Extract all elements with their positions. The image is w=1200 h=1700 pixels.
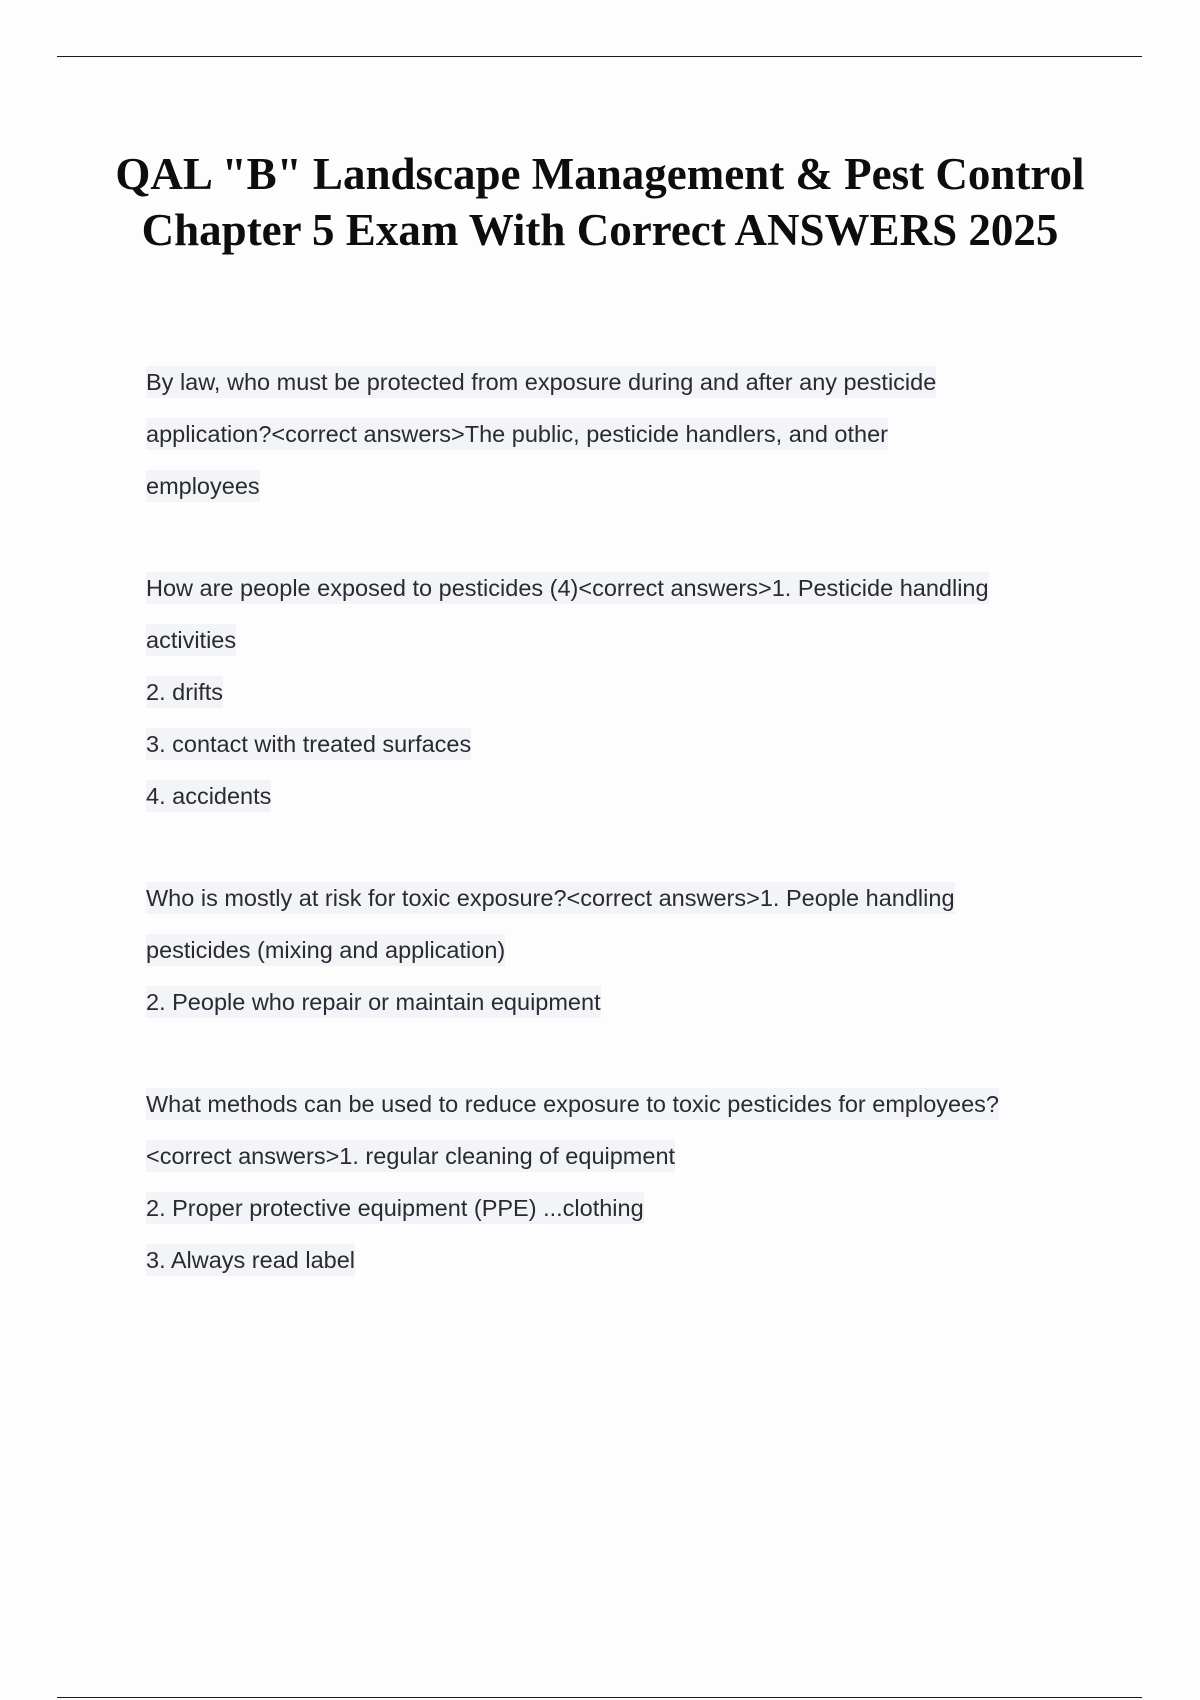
qa-list — [146, 356, 1106, 1336]
qa-line: 3. contact with treated surfaces — [146, 718, 1106, 770]
qa-line: What methods can be used to reduce exposure to toxic pesticides for employees? — [146, 1078, 1106, 1130]
qa-line: Who is mostly at risk for toxic exposure?<correct answers>1. People handling — [146, 872, 1106, 924]
qa-line: By law, who must be protected from exposure during and after any pesticide — [146, 356, 1106, 408]
qa-line: How are people exposed to pesticides (4)<correct answers>1. Pesticide handling — [146, 562, 1106, 614]
document-title: QAL "B" Landscape Management & Pest Control Chapter 5 Exam With Correct ANSWERS 2025 — [115, 149, 1085, 255]
qa-line: 3. Always read label — [146, 1234, 1106, 1286]
qa-line: 2. Proper protective equipment (PPE) ...clothing — [146, 1182, 1106, 1234]
qa-line: 2. drifts — [146, 666, 1106, 718]
qa-line: <correct answers>1. regular cleaning of equipment — [146, 1130, 1106, 1182]
qa-line: pesticides (mixing and application) — [146, 924, 1106, 976]
bottom-rule — [57, 1697, 1142, 1698]
qa-item-4 — [146, 1078, 1106, 1286]
qa-item-2 — [146, 562, 1106, 822]
qa-line: 2. People who repair or maintain equipment — [146, 976, 1106, 1028]
qa-item-3 — [146, 872, 1106, 1028]
qa-line: application?<correct answers>The public, pesticide handlers, and other — [146, 408, 1106, 460]
qa-line: 4. accidents — [146, 770, 1106, 822]
top-rule — [57, 56, 1142, 57]
qa-line: employees — [146, 460, 1106, 512]
qa-line: activities — [146, 614, 1106, 666]
qa-item-1 — [146, 356, 1106, 512]
